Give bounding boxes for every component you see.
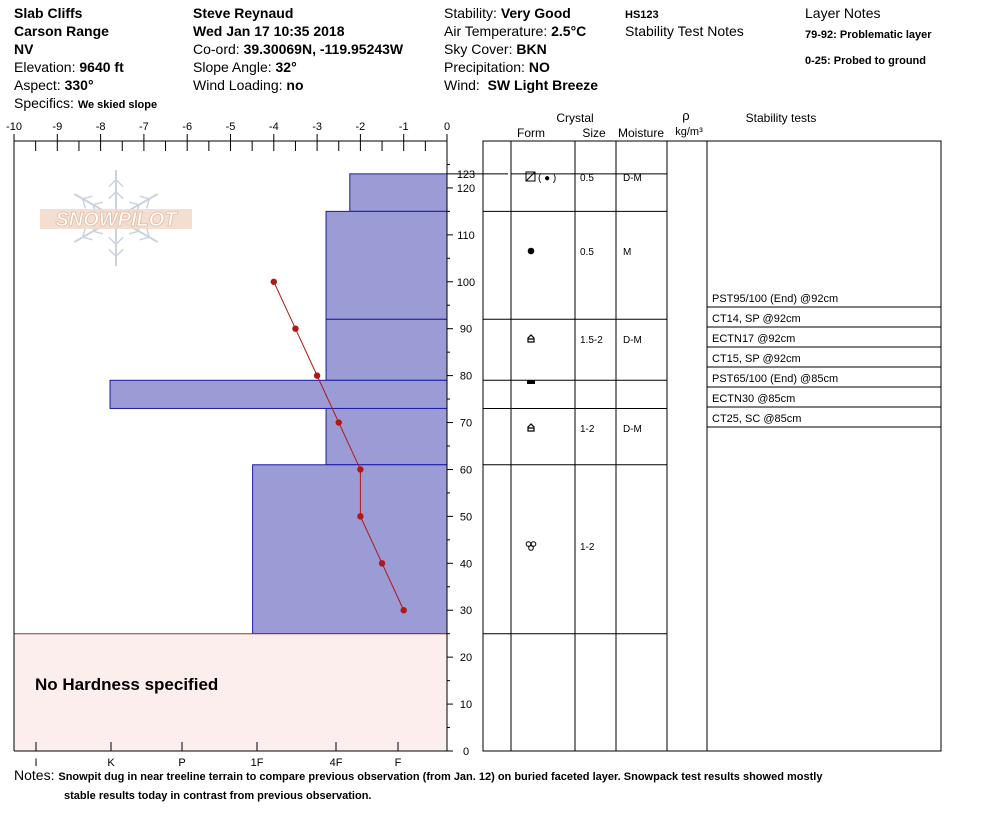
location-name: Slab Cliffs [14, 5, 83, 21]
snowflake-branch [93, 202, 103, 205]
air-temp-value: 2.5°C [551, 23, 587, 39]
sky-value: BKN [516, 41, 547, 57]
table-frame [483, 141, 941, 751]
snowflake-branch [116, 180, 123, 187]
temp-point [357, 466, 363, 472]
melt-cluster-icon [529, 546, 534, 551]
crystal-header: Crystal [556, 111, 594, 125]
temp-point [314, 372, 320, 378]
elevation-row: Elevation: 9640 ft [14, 59, 124, 75]
notes-text-line1: Snowpit dug in near treeline terrain to compare previous observation (from Jan. 12) on buried faceted layer. Snowpack test results showed mostly [58, 771, 823, 783]
depth-tick-label: 100 [456, 276, 476, 289]
temp-tick-label: -7 [139, 121, 149, 133]
depth-tick-label: 90 [459, 323, 473, 336]
depth-tick-label: 30 [459, 605, 473, 618]
temp-point [401, 607, 407, 613]
slope-value: 32° [275, 59, 297, 75]
snowflake-branch [129, 202, 139, 205]
snowflake-branch [83, 196, 93, 199]
range-name: Carson Range [14, 23, 109, 39]
stability-test-entry: CT25, SC @85cm [712, 413, 802, 425]
hardness-tick-label: 4F [329, 757, 343, 769]
precip-value: NO [528, 59, 550, 75]
hardness-tick-label: K [107, 757, 115, 769]
precip-row: Precipitation: NO [444, 59, 550, 75]
snowpilot-watermark [40, 170, 192, 266]
temp-tick-label: -2 [355, 121, 366, 133]
density-symbol: ρ [682, 108, 690, 123]
stability-test-entry: ECTN30 @85cm [712, 393, 796, 405]
depth-hoar-icon [528, 424, 534, 431]
hardness-tick-label: 1F [250, 757, 264, 769]
depth-tick-label: 70 [459, 417, 473, 430]
snowflake-branch [140, 196, 150, 199]
moisture-value: D-M [623, 173, 642, 184]
temp-point [379, 560, 385, 566]
grain-size-value: 1-2 [580, 542, 595, 553]
moisture-value: D-M [623, 335, 642, 346]
layer-notes-title: Layer Notes [805, 5, 881, 21]
observation-datetime: Wed Jan 17 10:35 2018 [193, 23, 345, 39]
elevation-value: 9640 ft [79, 59, 124, 75]
depth-tick-label: 60 [459, 464, 473, 477]
snowflake-branch [109, 180, 116, 187]
wind-row: Wind: SW Light Breeze [444, 77, 599, 93]
moisture-header: Moisture [617, 126, 665, 140]
coord-value: 39.30069N, -119.95243W [243, 41, 404, 57]
stability-tests [707, 293, 941, 427]
hs-value: HS123 [625, 9, 659, 21]
aspect-value: 330° [64, 77, 94, 93]
temp-tick-label: -10 [6, 121, 22, 133]
stability-test-entry: CT14, SP @92cm [712, 313, 801, 325]
hardness-layer-bar [326, 211, 447, 319]
hardness-layer-bar [326, 408, 447, 464]
snowflake-branch [116, 192, 123, 199]
depth-tick-label: 110 [457, 229, 475, 242]
coord-row: Co-ord: 39.30069N, -119.95243W [193, 41, 404, 57]
temp-tick-label: -8 [95, 121, 106, 133]
no-hardness-label: No Hardness specified [35, 675, 219, 694]
wind-loading-value: no [286, 77, 304, 93]
hardness-tick-label: F [394, 757, 402, 769]
snowflake-branch [129, 231, 139, 234]
stability-test-entry: PST95/100 (End) @92cm [712, 293, 839, 305]
grain-size-value: 0.5 [580, 173, 594, 184]
slope-row: Slope Angle: 32° [193, 59, 297, 75]
sky-row: Sky Cover: BKN [444, 41, 547, 57]
temp-tick-label: -6 [182, 121, 193, 133]
temp-point [336, 419, 342, 425]
depth-tick-label: 0 [462, 746, 470, 758]
hardness-tick-label: I [34, 757, 38, 769]
depth-tick-label: 120 [456, 182, 476, 195]
specifics-value: We skied slope [77, 99, 158, 111]
temp-tick-label: 0 [443, 121, 451, 133]
air-temp-row: Air Temperature: 2.5°C [444, 23, 587, 39]
form-header: Form [517, 126, 545, 140]
specifics-row: Specifics: We skied slope [14, 95, 158, 111]
depth-hoar-icon [528, 335, 534, 342]
depth-tick-label: 20 [459, 652, 473, 665]
observer-name: Steve Reynaud [193, 5, 294, 21]
temp-tick-label: -3 [312, 121, 322, 133]
wind-loading-row: Wind Loading: no [193, 77, 304, 93]
snowflake-branch [109, 192, 116, 199]
hardness-layer-bar [253, 465, 447, 634]
grain-size-value: 0.5 [580, 247, 594, 258]
watermark-text: SNOWPILOT [55, 209, 177, 231]
hardness-tick-label: P [178, 757, 186, 769]
snowflake-branch [140, 237, 150, 240]
depth-tick-label: 80 [459, 370, 473, 383]
stability-tests-header: Stability tests [745, 111, 817, 125]
temp-tick-label: -1 [398, 121, 409, 133]
snowflake-branch [116, 249, 123, 256]
layer-note: 79-92: Problematic layer [805, 29, 932, 41]
stability-test-entry: ECTN17 @92cm [712, 333, 796, 345]
stability-value: Very Good [500, 5, 571, 21]
state-name: NV [14, 41, 34, 57]
snowflake-branch [109, 249, 116, 256]
temp-tick-label: -9 [52, 121, 63, 133]
rounded-grains-icon [528, 248, 535, 255]
snowflake-branch [83, 237, 93, 240]
stability-row: Stability: Very Good [444, 5, 571, 21]
depth-tick-label: 10 [459, 699, 473, 712]
snowflake-branch [109, 237, 116, 244]
temp-point [357, 513, 363, 519]
notes-section [14, 766, 989, 806]
temp-point [292, 325, 298, 331]
layer-table [483, 108, 941, 751]
grain-size-value: 1.5-2 [580, 335, 603, 346]
temp-tick-label: -5 [225, 121, 236, 133]
wind-value: SW Light Breeze [487, 77, 599, 93]
hardness-layer-bar [326, 319, 447, 380]
stability-test-entry: CT15, SP @92cm [712, 353, 801, 365]
notes-text-line2: stable results today in contrast from previous observation. [64, 790, 372, 802]
temp-point [271, 279, 277, 285]
grain-size-value: 1-2 [580, 424, 595, 435]
snowflake-branch [93, 231, 103, 234]
moisture-value: D-M [623, 424, 642, 435]
temp-tick-label: -4 [268, 121, 279, 133]
size-header: Size [582, 126, 606, 140]
depth-tick-label: 40 [459, 558, 473, 571]
form-secondary-symbol: ( ● ) [538, 173, 557, 184]
depth-hs-label: 123 [456, 168, 476, 181]
ice-layer-icon [527, 380, 535, 384]
density-unit: kg/m³ [675, 126, 703, 138]
hardness-layers [14, 174, 447, 751]
stability-notes-title: Stability Test Notes [625, 23, 744, 39]
notes-label: Notes: [14, 767, 55, 783]
hardness-layer-bar [110, 380, 447, 408]
aspect-row: Aspect: 330° [14, 77, 94, 93]
stability-test-entry: PST65/100 (End) @85cm [712, 373, 839, 385]
depth-tick-label: 50 [459, 511, 473, 524]
layer-note: 0-25: Probed to ground [805, 55, 926, 67]
moisture-value: M [623, 247, 632, 258]
hardness-layer-bar [350, 174, 447, 212]
snowflake-branch [116, 237, 123, 244]
